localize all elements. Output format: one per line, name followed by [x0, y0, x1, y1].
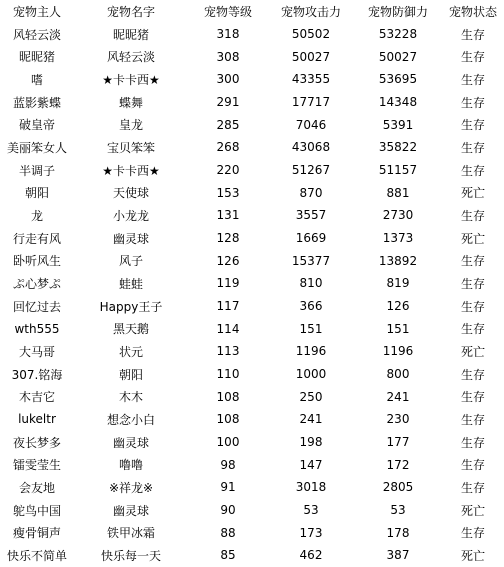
cell-level: 220: [216, 163, 240, 178]
cell-status: 生存: [460, 299, 485, 314]
cell-status: 生存: [460, 140, 485, 155]
cell-level: 285: [216, 117, 240, 132]
table-row: [0, 91, 504, 114]
cell-owner: 风轻云淡: [12, 27, 61, 42]
cell-status: 生存: [460, 254, 485, 269]
cell-attack: 17717: [291, 95, 331, 110]
cell-status: 生存: [460, 208, 485, 223]
cell-status: 生存: [460, 412, 485, 427]
table-row: [0, 385, 504, 408]
cell-owner: 朝阳: [24, 186, 49, 201]
table-row: [0, 340, 504, 363]
cell-status: 生存: [460, 458, 485, 473]
cell-level: 300: [216, 72, 240, 87]
table-row: [0, 23, 504, 46]
cell-defense: 53: [390, 503, 406, 518]
cell-attack: 151: [299, 321, 323, 336]
header-row: [0, 0, 504, 23]
table-row: [0, 204, 504, 227]
cell-level: 110: [216, 367, 240, 382]
cell-status: 生存: [460, 72, 485, 87]
cell-defense: 241: [386, 389, 410, 404]
cell-defense: 5391: [382, 117, 414, 132]
cell-attack: 43068: [291, 140, 331, 155]
cell-pet-name: 小龙龙: [112, 208, 149, 223]
cell-status: 死亡: [460, 344, 485, 359]
table-row: [0, 431, 504, 454]
cell-defense: 1196: [382, 344, 414, 359]
cell-level: 113: [216, 344, 240, 359]
cell-owner: 回忆过去: [12, 299, 61, 314]
cell-defense: 14348: [378, 95, 418, 110]
table-row: [0, 408, 504, 431]
cell-pet-name: ★卡卡西★: [102, 163, 160, 178]
cell-attack: 241: [299, 412, 323, 427]
cell-status: 死亡: [460, 231, 485, 246]
cell-pet-name: ★卡卡西★: [102, 72, 160, 87]
cell-level: 119: [216, 276, 240, 291]
cell-owner: 昵昵猪: [18, 50, 55, 65]
cell-pet-name: 皇龙: [118, 118, 143, 133]
cell-owner: 镭雯莹生: [12, 458, 61, 473]
cell-attack: 870: [299, 185, 323, 200]
cell-pet-name: 昵昵猪: [112, 27, 149, 42]
cell-owner: ぷ心梦ぷ: [12, 276, 61, 291]
cell-attack: 1196: [295, 344, 327, 359]
header-pet-name: 宠物名字: [106, 4, 155, 19]
cell-defense: 1373: [382, 231, 414, 246]
cell-attack: 1000: [295, 367, 327, 382]
cell-defense: 151: [386, 321, 410, 336]
table-row: [0, 227, 504, 250]
cell-pet-name: 朝阳: [118, 367, 143, 382]
cell-defense: 126: [386, 299, 410, 314]
cell-attack: 15377: [291, 253, 331, 268]
cell-attack: 173: [299, 525, 323, 540]
cell-level: 114: [216, 321, 240, 336]
cell-status: 生存: [460, 118, 485, 133]
cell-attack: 147: [299, 457, 323, 472]
table-row: [0, 181, 504, 204]
cell-owner: 蓝影紫蝶: [12, 95, 61, 110]
cell-level: 90: [220, 503, 236, 518]
cell-status: 生存: [460, 480, 485, 495]
cell-attack: 462: [299, 548, 323, 563]
cell-pet-name: 幽灵球: [112, 231, 149, 246]
header-attack: 宠物攻击力: [280, 4, 341, 19]
cell-pet-name: 想念小白: [106, 412, 155, 427]
cell-status: 死亡: [460, 186, 485, 201]
cell-owner: 鸵鸟中国: [12, 503, 61, 518]
cell-defense: 178: [386, 525, 410, 540]
cell-owner: 嗜: [30, 72, 43, 87]
cell-owner: 龙: [30, 208, 43, 223]
cell-attack: 51267: [291, 163, 331, 178]
cell-attack: 1669: [295, 231, 327, 246]
cell-pet-name: Happy王子: [99, 299, 163, 314]
cell-defense: 800: [386, 367, 410, 382]
cell-pet-name: 蛙蛙: [118, 276, 143, 291]
cell-defense: 35822: [378, 140, 418, 155]
cell-attack: 366: [299, 299, 323, 314]
cell-status: 死亡: [460, 503, 485, 518]
cell-pet-name: 宝贝笨笨: [106, 140, 155, 155]
cell-pet-name: 蝶舞: [118, 95, 143, 110]
cell-level: 100: [216, 435, 240, 450]
cell-attack: 7046: [295, 117, 327, 132]
table-row: [0, 295, 504, 318]
cell-defense: 177: [386, 435, 410, 450]
cell-attack: 810: [299, 276, 323, 291]
table-row: [0, 45, 504, 68]
table-row: [0, 363, 504, 386]
cell-status: 生存: [460, 27, 485, 42]
cell-defense: 51157: [378, 163, 418, 178]
cell-level: 117: [216, 299, 240, 314]
table-row: [0, 453, 504, 476]
cell-pet-name: 快乐每一天: [100, 548, 161, 563]
cell-status: 生存: [460, 367, 485, 382]
cell-owner: 卧听风生: [12, 254, 61, 269]
cell-owner: 半调子: [18, 163, 55, 178]
table-row: [0, 317, 504, 340]
cell-status: 生存: [460, 50, 485, 65]
cell-defense: 387: [386, 548, 410, 563]
cell-owner: 美丽笨女人: [6, 140, 67, 155]
cell-pet-name: 木木: [118, 390, 143, 405]
table-row: [0, 544, 504, 567]
table-row: [0, 113, 504, 136]
cell-level: 291: [216, 95, 240, 110]
cell-defense: 50027: [378, 49, 418, 64]
cell-attack: 250: [299, 389, 323, 404]
cell-pet-name: 幽灵球: [112, 435, 149, 450]
cell-level: 308: [216, 49, 240, 64]
cell-defense: 172: [386, 457, 410, 472]
cell-defense: 2730: [382, 208, 414, 223]
cell-pet-name: 天使球: [112, 186, 149, 201]
cell-owner: 大马哥: [18, 344, 55, 359]
table-row: [0, 159, 504, 182]
cell-owner: 夜长梦多: [12, 435, 61, 450]
cell-attack: 50502: [291, 27, 331, 41]
cell-status: 生存: [460, 390, 485, 405]
cell-level: 318: [216, 27, 240, 41]
cell-level: 131: [216, 208, 240, 223]
cell-level: 128: [216, 231, 240, 246]
cell-level: 85: [220, 548, 236, 563]
cell-status: 生存: [460, 95, 485, 110]
cell-defense: 881: [386, 185, 410, 200]
table-row: [0, 136, 504, 159]
cell-status: 生存: [460, 435, 485, 450]
table-row: [0, 499, 504, 522]
cell-level: 126: [216, 253, 240, 268]
cell-pet-name: 幽灵球: [112, 503, 149, 518]
cell-attack: 50027: [291, 49, 331, 64]
cell-attack: 43355: [291, 72, 331, 87]
cell-owner: 瘦骨铜声: [12, 526, 61, 541]
cell-level: 88: [220, 525, 236, 540]
cell-pet-name: ※祥龙※: [108, 480, 154, 495]
cell-status: 死亡: [460, 548, 485, 563]
header-defense: 宠物防御力: [367, 4, 428, 19]
cell-owner: 行走有风: [12, 231, 61, 246]
cell-level: 268: [216, 140, 240, 155]
cell-status: 生存: [460, 526, 485, 541]
cell-attack: 3557: [295, 208, 327, 223]
table-row: [0, 521, 504, 544]
cell-attack: 3018: [295, 480, 327, 495]
table-row: [0, 249, 504, 272]
cell-owner: 破皇帝: [18, 118, 55, 133]
cell-attack: 198: [299, 435, 323, 450]
cell-status: 生存: [460, 322, 485, 337]
table-row: [0, 272, 504, 295]
cell-owner: 快乐不简单: [6, 548, 67, 563]
cell-pet-name: 风轻云淡: [106, 50, 155, 65]
header-level: 宠物等级: [203, 4, 252, 19]
cell-pet-name: 噜噜: [118, 458, 143, 473]
cell-defense: 13892: [378, 253, 418, 268]
cell-pet-name: 状元: [118, 344, 143, 359]
cell-level: 91: [220, 480, 236, 495]
cell-pet-name: 铁甲冰霜: [106, 526, 155, 541]
cell-level: 98: [220, 457, 236, 472]
cell-status: 生存: [460, 163, 485, 178]
cell-pet-name: 风子: [118, 254, 143, 269]
table-row: [0, 476, 504, 499]
cell-owner: wth555: [14, 321, 60, 336]
cell-level: 108: [216, 412, 240, 427]
table-row: [0, 68, 504, 91]
cell-owner: 木吉它: [18, 390, 55, 405]
cell-pet-name: 黑天鹅: [112, 322, 149, 337]
cell-defense: 2805: [382, 480, 414, 495]
cell-level: 153: [216, 185, 240, 200]
cell-defense: 53228: [378, 27, 418, 41]
cell-status: 生存: [460, 276, 485, 291]
header-owner: 宠物主人: [12, 4, 61, 19]
cell-defense: 819: [386, 276, 410, 291]
cell-owner: 会友地: [18, 480, 55, 495]
cell-defense: 230: [386, 412, 410, 427]
cell-owner: lukeltr: [18, 412, 56, 427]
cell-attack: 53: [303, 503, 319, 518]
header-status: 宠物状态: [448, 4, 497, 19]
cell-defense: 53695: [378, 72, 418, 87]
cell-level: 108: [216, 389, 240, 404]
cell-owner: 307.铭海: [11, 367, 63, 382]
